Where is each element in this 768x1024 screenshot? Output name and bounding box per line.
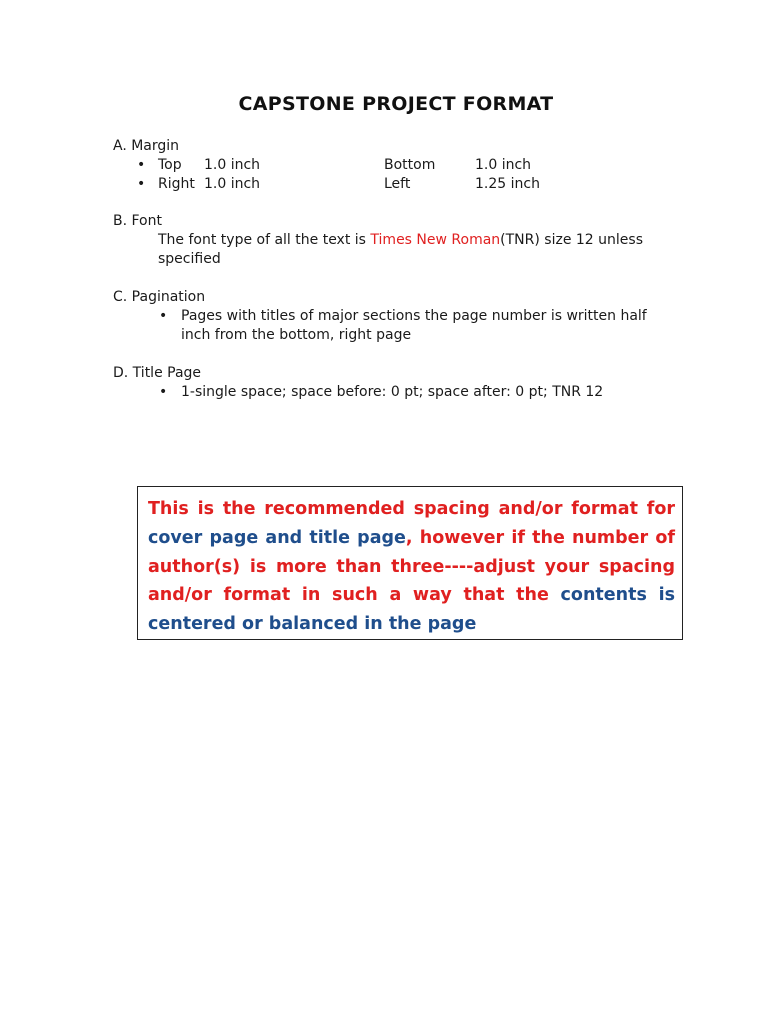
- section-margin: [113, 137, 179, 156]
- margin-bottom-label: Bottom: [384, 157, 436, 173]
- section-title-page: [113, 364, 201, 383]
- font-highlight: Times New Roman: [370, 232, 501, 248]
- recommendation-note-text: [148, 495, 675, 639]
- section-heading-margin: A. Margin: [113, 138, 180, 154]
- note-part-1: This is the recommended spacing and/or format for: [148, 499, 675, 519]
- note-title-page: title page: [309, 527, 406, 548]
- font-text-after: (TNR) size 12 unless: [500, 232, 643, 248]
- margin-row-2: [0, 175, 768, 194]
- margin-left-label: Left: [384, 176, 411, 192]
- font-description-line-2: specified: [158, 251, 221, 267]
- note-and: and: [258, 527, 310, 548]
- section-heading-pagination: C. Pagination: [113, 289, 206, 305]
- note-contents: contents: [560, 585, 647, 606]
- section-heading-title-page: D. Title Page: [113, 365, 202, 381]
- margin-bottom-value: 1.0 inch: [475, 157, 532, 173]
- font-description-line-1: [158, 231, 688, 250]
- bullet-dot: •: [137, 157, 146, 173]
- bullet-dot: •: [159, 308, 168, 324]
- pagination-line-2: inch from the bottom, right page: [181, 327, 412, 343]
- section-pagination: [113, 288, 205, 307]
- margin-right-value: 1.0 inch: [204, 176, 261, 192]
- section-font: [113, 212, 162, 231]
- pagination-line-1: Pages with titles of major sections the page number is written half: [181, 308, 647, 324]
- document-title: CAPSTONE PROJECT FORMAT: [238, 93, 554, 115]
- bullet-dot: •: [137, 176, 146, 192]
- section-heading-font: B. Font: [113, 213, 162, 229]
- margin-top-label: Top: [158, 157, 182, 173]
- note-part-7: is centered or balanced in the page: [148, 585, 675, 635]
- margin-top-value: 1.0 inch: [204, 157, 261, 173]
- font-description: [158, 231, 688, 269]
- bullet-dot: •: [159, 384, 168, 400]
- note-cover-page: cover page: [148, 527, 259, 548]
- margin-row-1: [0, 156, 768, 175]
- title-page-bullet: [0, 383, 768, 402]
- pagination-bullet: [0, 307, 768, 345]
- margin-right-label: Right: [158, 176, 195, 192]
- recommendation-note-box: [137, 486, 683, 640]
- margin-left-value: 1.25 inch: [475, 176, 540, 192]
- font-text-before: The font type of all the text is: [158, 232, 371, 248]
- note-part-5: , however if the number of author(s) is more than three----adjust your spacing and/or format in such a way that the: [148, 527, 676, 606]
- title-page-line-1: 1-single space; space before: 0 pt; space after: 0 pt; TNR 12: [181, 384, 604, 400]
